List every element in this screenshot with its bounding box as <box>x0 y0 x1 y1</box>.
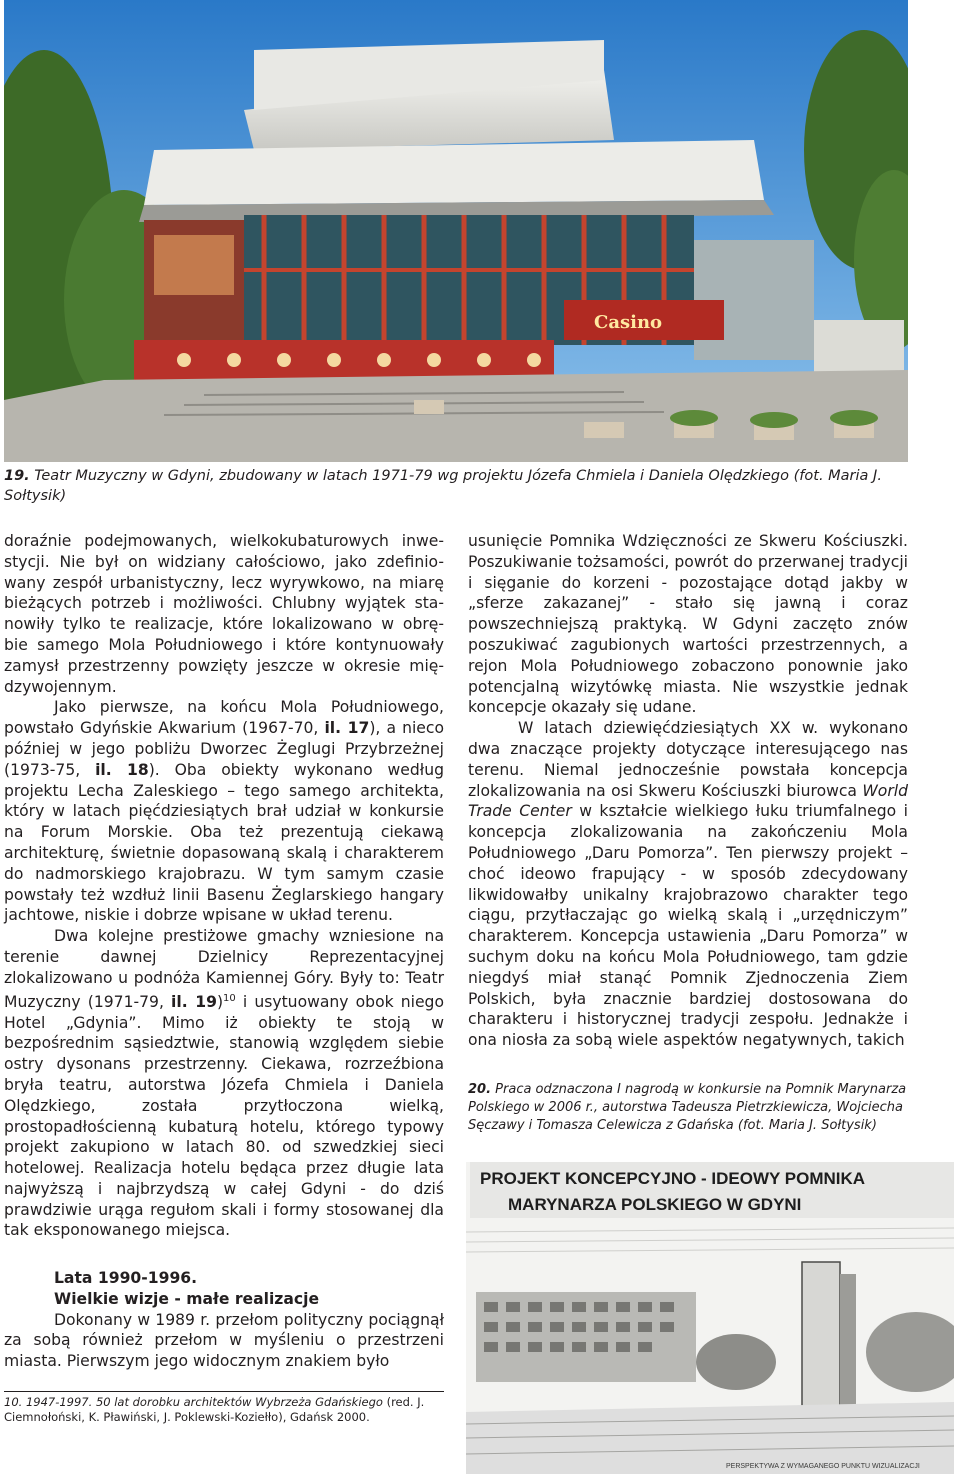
left-paragraph-2: Jako pierwsze, na końcu Mola Południowego, powstało Gdyńskie Akwarium (1967-70, il. 17), a nieco później w jego pobliżu Dworzec Żeglugi Przybrzeżnej (1973-75, il. 18). Oba obiekty wykonano według projektu Lecha Zaleskiego – tego samego architekta, który w latach pięćdziesiątych brał udział w konkursie na Forum Morskie. Oba też prezentują ciekawą architekturę, świetnie dopasowaną skalą i charakterem do nadmorskiego krajobrazu. W tym samym czasie powstały też wzdłuż linii Basenu Żeglarskiego hangary jachtowe, niskie i dobrze wpisane w układ terenu. <box>4 698 444 925</box>
footnote-rule <box>4 1391 444 1392</box>
footnote-italic: 10. 1947-1997. 50 lat dorobku architektów Wybrzeża Gdańskiego <box>4 1395 383 1409</box>
caption-19-text: Teatr Muzyczny w Gdyni, zbudowany w latach 1971-79 wg projektu Józefa Chmiela i Daniela Olędzkiego (fot. Maria J. Sołtysik) <box>4 468 882 504</box>
caption-19-number: 19. <box>4 468 30 484</box>
footnote-rest: (red. J. Ciemnołoński, K. Pławiński, J. Poklewski-Koziełło), Gdańsk 2000. <box>4 1395 425 1424</box>
illustration-ref: il. 18 <box>95 760 149 779</box>
left-paragraph-3: Dwa kolejne prestiżowe gmachy wzniesione na terenie dawnej Dzielnicy Reprezentacyjnej zlokalizowano u podnóża Kamiennej Góry. Były to: Teatr Muzyczny (1971-79, il. 19)$^{10}$ i usytuowany obok niego Hotel „Gdynia”. Mimo iż obiekty te stoją w bezpośrednim sąsiedztwie, stanowią względem siebie ostry dysonans przestrzenny. Ciekawa, rozrzeźbiona bryła teatru, autorstwa Józefa Chmiela i Daniela Olędzkiego, została przytłoczona wielką, prostopadłościenną kubaturą hotelu, którego typowy projekt zakupiono w latach 80. od szwedzkiej sieci hotelowej. Realizacja hotelu będąca przez długie lata najwyższą i najbrzydszą w całej Gdyni - do dziś prawdziwie urąga regułom skali i formy stosowanej dla tak eksponowanego miejsca. <box>4 927 445 1240</box>
figure-20-caption <box>468 1081 908 1135</box>
wtc-name: World Trade Center <box>468 781 908 821</box>
right-paragraph-2: W latach dziewięćdziesiątych XX w. wykonano dwa znaczące projekty dotyczące interesującego nas terenu. Niemal jednocześnie powstała koncepcja zlokalizowania na osi Skweru Kościuszki biurowca World Trade Center w kształcie wielkiego łuku triumfalnego i koncepcja zlokalizowania na zakończeniu Mola Południowego „Daru Pomorza”. Ten pierwszy projekt – choć ideowo frapujący - w sposób zdecydowany likwidowałby unikalny krajobrazowo charakter tego ciągu, przytłaczając go wielką skalą i „urzędniczym” charakterem. Koncepcja ustawienia „Daru Pomorza” w suchym doku na końcu Mola Południowego, tam gdzie niegdyś miał stanąć Pomnik Zjednoczenia Ziem Polskich, była znacznie bardziej dostosowana do charakteru i historycznej tradycji zespołu. Jednakże i ona niosła za sobą wiele aspektów negatywnych, takich <box>468 719 908 1050</box>
caption-20-text: Praca odznaczona I nagrodą w konkursie na Pomnik Marynarza Polskiego w 2006 r., autorstwa Tadeusza Pietrzkiewicza, Wojciecha Sęczawy i Tomasza Celewicza z Gdańska (fot. Maria J. Sołtysik) <box>468 1082 907 1133</box>
section-paragraph: Dokonany w 1989 r. przełom polityczny pociągnął za sobą również przełom w myśleniu o przestrzeni miasta. Pierwszym jego widocznym znakiem było <box>4 1310 444 1371</box>
section-title-line-2: Wielkie wizje - małe realizacje <box>54 1289 320 1308</box>
casino-sign: Casino <box>594 312 663 333</box>
monument-drawing <box>466 1162 954 1474</box>
drawing-footer: PERSPEKTYWA Z WYMAGANEGO PUNKTU WIZUALIZACJI <box>726 1463 920 1470</box>
drawing-title-2: MARYNARZA POLSKIEGO W GDYNI <box>508 1195 802 1214</box>
right-column <box>468 531 908 1051</box>
theatre-photo <box>4 0 908 462</box>
caption-20-number: 20. <box>468 1082 492 1097</box>
illustration-ref: il. 19 <box>171 992 217 1011</box>
illustration-ref: il. 17 <box>324 719 370 738</box>
section-title-line-1: Lata 1990-1996. <box>54 1269 198 1287</box>
footnote <box>4 1395 444 1425</box>
figure-19-caption <box>4 466 908 506</box>
drawing-title-1: PROJEKT KONCEPCYJNO - IDEOWY POMNIKA <box>480 1169 866 1188</box>
left-paragraph-1: doraźnie podejmowanych, wielkokubaturowych inwe- stycji. Nie był on widziany całościowo, jako zdefinio- wany zespół urbanistyczny, lecz wyrywkowo, na miarę bieżących potrzeb i możliwości. Chlubny wyjątek sta- nowiły tylko te realizacje, które lokalizowano w obrę- bie samego Mola Południowego i które kontynuowały zamysł przestrzenny powzięty jeszcze w okresie mię- dzywojennym. <box>4 532 444 696</box>
right-paragraph-1: usunięcie Pomnika Wdzięczności ze Skweru Kościuszki. Poszukiwanie tożsamości, powrót do przerwanej tradycji i sięganie do korzeni - pozostające dotąd jakby w „sferze zakazanej” - stało się jawną i coraz powszechniejszą praktyką. W Gdyni zaczęto znów poszukiwać zagubionych wartości przestrzennych, a rejon Mola Południowego zobaczono ponownie jako potencjalną wizytówkę miasta. Nie wszystkie jednak koncepcje okazały się udane. <box>468 532 908 717</box>
left-column <box>4 531 444 1241</box>
footnote-marker: 10 <box>223 992 236 1004</box>
section-1990-1996 <box>4 1268 444 1372</box>
